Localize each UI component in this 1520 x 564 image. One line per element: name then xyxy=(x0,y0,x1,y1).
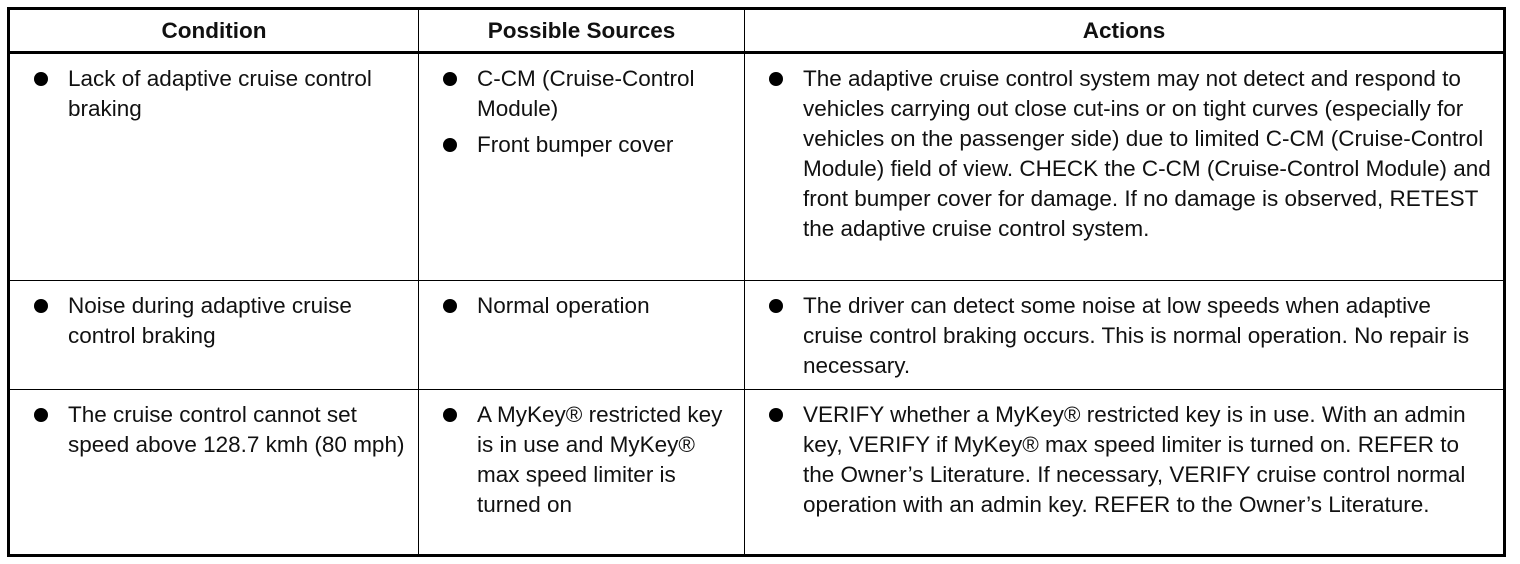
list-item xyxy=(34,64,410,124)
condition-text: Noise during adaptive cruise control braking xyxy=(68,293,352,348)
condition-cell xyxy=(9,53,419,281)
header-possible-sources: Possible Sources xyxy=(419,9,745,53)
list-item xyxy=(34,400,410,460)
header-row xyxy=(9,9,1505,53)
bullet-icon xyxy=(443,138,457,152)
list-item xyxy=(34,291,410,351)
source-text: A MyKey® restricted key is in use and MyKey® max speed limiter is turned on xyxy=(477,402,723,517)
source-text: Normal operation xyxy=(477,293,650,318)
list-item xyxy=(443,64,736,124)
list-item xyxy=(769,400,1495,520)
condition-text: Lack of adaptive cruise control braking xyxy=(68,66,372,121)
bullet-icon xyxy=(769,299,783,313)
bullet-icon xyxy=(34,408,48,422)
list-item xyxy=(769,291,1495,381)
bullet-icon xyxy=(769,72,783,86)
list-item xyxy=(443,130,736,160)
source-text: Front bumper cover xyxy=(477,132,674,157)
bullet-icon xyxy=(443,299,457,313)
list-item xyxy=(443,291,736,321)
sources-cell xyxy=(419,53,745,281)
action-text: VERIFY whether a MyKey® restricted key is in use. With an admin key, VERIFY if MyKey® max speed limiter is turned on. REFER to the Owner’s Literature. If necessary, VERIFY cruise control normal operation with an admin key. REFER to the Owner’s Literature. xyxy=(803,402,1466,517)
sources-cell xyxy=(419,281,745,390)
bullet-icon xyxy=(443,408,457,422)
diagnostic-table xyxy=(7,7,1506,557)
action-text: The adaptive cruise control system may not detect and respond to vehicles carrying out close cut-ins or on tight curves (especially for vehicles on the passenger side) due to limited C-CM (Cruise-Control Module) field of view. CHECK the C-CM (Cruise-Control Module) and front bumper cover for damage. If no damage is observed, RETEST the adaptive cruise control system. xyxy=(803,66,1491,241)
actions-cell xyxy=(745,53,1505,281)
source-text: C-CM (Cruise-Control Module) xyxy=(477,66,695,121)
actions-cell xyxy=(745,390,1505,556)
header-condition: Condition xyxy=(9,9,419,53)
table-row xyxy=(9,390,1505,556)
list-item xyxy=(443,400,736,520)
table-row xyxy=(9,53,1505,281)
condition-text: The cruise control cannot set speed above 128.7 kmh (80 mph) xyxy=(68,402,405,457)
bullet-icon xyxy=(34,72,48,86)
condition-cell xyxy=(9,390,419,556)
table-row xyxy=(9,281,1505,390)
action-text: The driver can detect some noise at low speeds when adaptive cruise control braking occurs. This is normal operation. No repair is necessary. xyxy=(803,293,1470,378)
actions-cell xyxy=(745,281,1505,390)
bullet-icon xyxy=(769,408,783,422)
condition-cell xyxy=(9,281,419,390)
list-item xyxy=(769,64,1495,244)
header-actions: Actions xyxy=(745,9,1505,53)
bullet-icon xyxy=(34,299,48,313)
bullet-icon xyxy=(443,72,457,86)
sources-cell xyxy=(419,390,745,556)
